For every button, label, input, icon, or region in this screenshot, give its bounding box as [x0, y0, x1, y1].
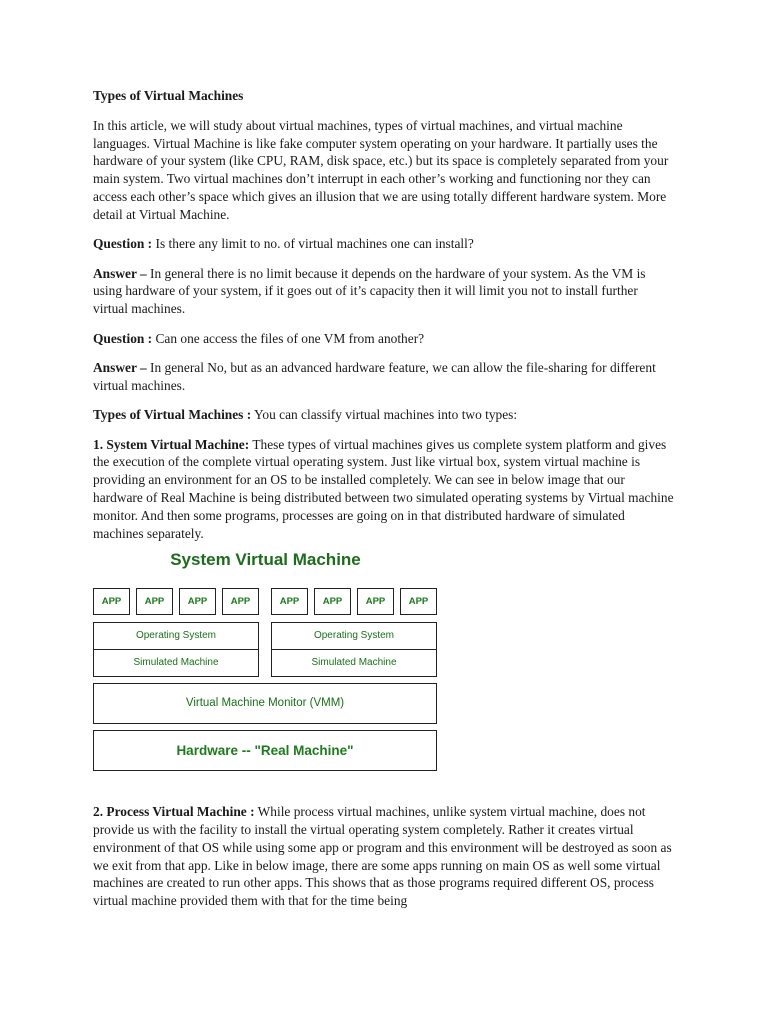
system-vm-label: 1. System Virtual Machine:	[93, 436, 250, 452]
system-vm-paragraph	[93, 436, 675, 543]
process-vm-paragraph	[93, 803, 675, 910]
answer-1	[93, 265, 675, 318]
hardware-box: Hardware -- "Real Machine"	[93, 730, 437, 771]
doc-title: Types of Virtual Machines	[93, 88, 244, 103]
intro-paragraph	[93, 117, 675, 224]
intro-text-a: In this article, we will study about virtual machines, types of virtual machines, and virtual machine languages.	[93, 117, 623, 151]
app-box-left-4: APP	[222, 588, 259, 615]
app-box-right-4: APP	[400, 588, 437, 615]
diagram-title: System Virtual Machine	[170, 550, 361, 570]
right-simulated-machine-box: Simulated Machine	[271, 649, 437, 677]
app-box-right-3: APP	[357, 588, 394, 615]
types-text: You can classify virtual machines into two types:	[251, 407, 518, 423]
answer-2-text: In general No, but as an advanced hardware feature, we can allow the file-sharing for different virtual machines.	[93, 359, 656, 393]
app-box-left-1: APP	[93, 588, 130, 615]
left-operating-system-box: Operating System	[93, 622, 259, 650]
question-2	[93, 330, 675, 348]
virtual-machine-link[interactable]: Virtual Machine	[153, 135, 241, 151]
app-box-left-3: APP	[179, 588, 216, 615]
process-vm-label: 2. Process Virtual Machine :	[93, 804, 255, 820]
types-label: Types of Virtual Machines :	[93, 407, 252, 423]
question-1-label: Question :	[93, 236, 153, 252]
types-paragraph	[93, 406, 675, 424]
app-box-right-1: APP	[271, 588, 308, 615]
system-vm-diagram	[93, 550, 438, 786]
process-vm-text: While process virtual machines, unlike system virtual machine, does not provide us with the facility to install the virtual operating system completely. Rather it creates virtual environment of that OS while using some app or program and this environment will be destroyed as soon as we exit from that app. Like in below image, there are some apps running on main OS as well some virtual machines are created to run other apps. This shows that as those programs required different OS, process virtual machine provided them with that for the time being	[93, 804, 672, 909]
answer-1-text: In general there is no limit because it depends on the hardware of your system. As the VM is using hardware of your system, if it goes out of it’s capacity then it will limit you not to install further virtual machines.	[93, 265, 646, 317]
question-2-label: Question :	[93, 330, 153, 346]
system-vm-text: These types of virtual machines gives us complete system platform and gives the execution of the complete virtual operating system. Just like virtual box, system virtual machine is providing an environment for an OS to be installed completely. We can see in below image that our hardware of Real Machine is being distributed between two simulated operating systems by Virtual machine monitor. And then some programs, processes are going on in that distributed hardware of simulated machines separately.	[93, 436, 674, 541]
answer-2	[93, 359, 675, 395]
question-2-text: Can one access the files of one VM from another?	[152, 330, 425, 346]
question-1-text: Is there any limit to no. of virtual machines one can install?	[152, 236, 474, 252]
right-operating-system-box: Operating System	[271, 622, 437, 650]
vmm-box: Virtual Machine Monitor (VMM)	[93, 683, 437, 724]
intro-text-b: is like fake computer system operating on your hardware. It partially uses the hardware of your system (like CPU, RAM, disk space, etc.) but its space is completely separated from your main system. Two virtual machines don’t interrupt in each other’s working and functioning nor they can access each other’s space which gives an illusion that we are using totally different hardware system. More detail at Virtual Machine.	[93, 135, 669, 222]
app-box-left-2: APP	[136, 588, 173, 615]
answer-2-label: Answer –	[93, 359, 147, 375]
app-box-right-2: APP	[314, 588, 351, 615]
answer-1-label: Answer –	[93, 265, 147, 281]
left-simulated-machine-box: Simulated Machine	[93, 649, 259, 677]
question-1	[93, 235, 675, 253]
document-body	[93, 87, 675, 922]
